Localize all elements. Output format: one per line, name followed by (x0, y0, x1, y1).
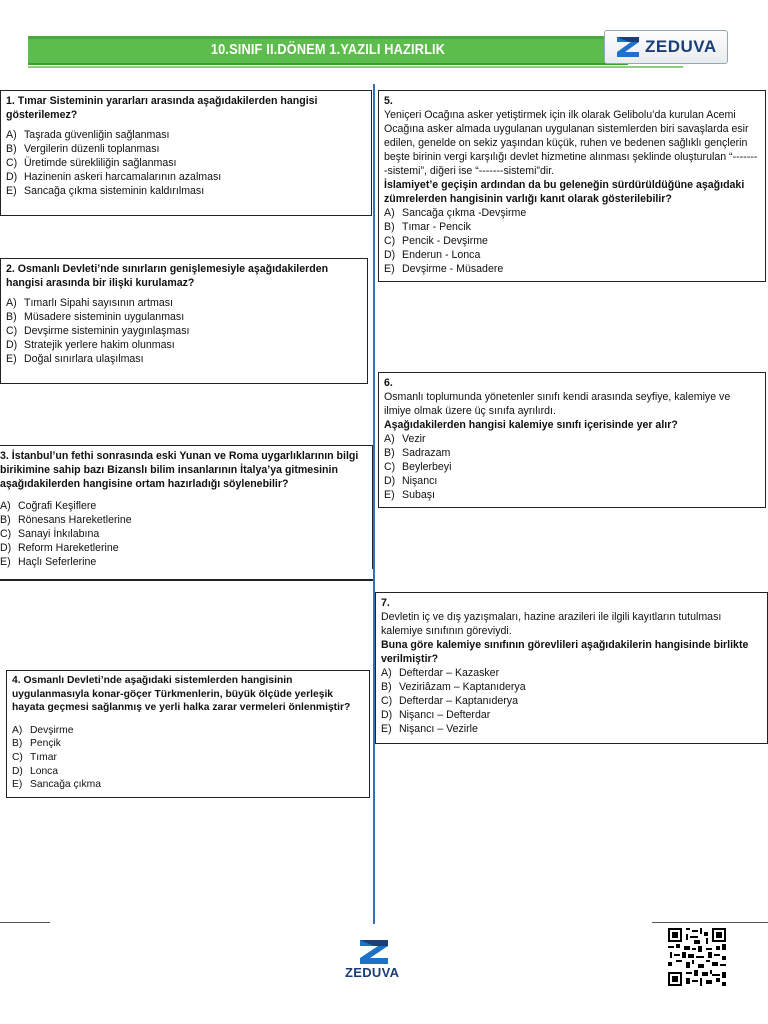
option-d[interactable]: D) Nişancı – Defterdar (381, 709, 491, 721)
option-c[interactable]: C) Tımar (12, 751, 57, 763)
option-e[interactable]: E) Haçlı Seferlerine (0, 556, 97, 568)
option-e[interactable]: E) Sancağa çıkma sisteminin kaldırılması (6, 185, 205, 197)
question-2-number: 2. (6, 263, 15, 275)
option-a[interactable]: A) Vezir (384, 433, 426, 445)
brand-logo-text: ZEDUVA (645, 37, 717, 56)
question-3-text: İstanbul’un fethi sonrasında eski Yunan ve Roma uygarlıklarının bilgi birikimine sahip bazı Bizanslı bilim insanlarının İtalya’ya gitmesinin aşağıdakilerden hangisine ortam hazırladığı söylenebilir? (0, 450, 359, 490)
option-b[interactable]: B) Pençik (12, 738, 61, 750)
option-d[interactable]: D) Nişancı (384, 475, 438, 487)
footer-logo-text: ZEDUVA (345, 965, 400, 980)
question-5-prompt: İslamiyet’e geçişin ardından da bu geleneğin sürdürüldüğüne aşağıdaki zümrelerden hangisinin varlığı kanıt olarak gösterilebilir? (384, 179, 745, 205)
question-7 (375, 592, 768, 744)
question-7-prompt: Buna göre kalemiye sınıfının görevlileri aşağıdakilerin hangisinde birlikte verilmiştir? (381, 639, 749, 665)
question-3-options (0, 499, 367, 569)
question-3 (0, 445, 373, 569)
option-e[interactable]: E) Subaşı (384, 489, 435, 501)
question-7-text: Devletin iç ve dış yazışmaları, hazine arazileri ile ilgili kayıtların tutulması kalemiye sınıfının göreviydi. (381, 611, 722, 637)
brand-logo (604, 30, 728, 64)
question-1-options (6, 128, 366, 198)
option-d[interactable]: D) Lonca (12, 765, 59, 777)
question-6-options (384, 432, 760, 502)
question-7-number: 7. (381, 597, 390, 609)
option-b[interactable]: B) Sadrazam (384, 447, 451, 459)
option-e[interactable]: E) Doğal sınırlara ulaşılması (6, 353, 144, 365)
option-c[interactable]: C) Beylerbeyi (384, 461, 452, 473)
question-1-number: 1. (6, 95, 15, 107)
qr-code-icon[interactable] (666, 928, 728, 986)
question-4-stem (12, 674, 364, 715)
option-c[interactable]: C) Sanayi İnkılabına (0, 528, 100, 540)
question-2-stem (6, 262, 362, 290)
option-b[interactable]: B) Tımar - Pencik (384, 221, 471, 233)
question-4 (6, 670, 370, 798)
option-c[interactable]: C) Defterdar – Kaptanıderya (381, 695, 518, 707)
question-6-prompt: Aşağıdakilerden hangisi kalemiye sınıfı içerisinde yer alır? (384, 419, 678, 431)
question-4-number: 4. (12, 675, 21, 686)
question-4-text: Osmanlı Devleti’nde aşağıdaki sistemlerden hangisinin uygulanmasıyla konar-göçer Türkmenlerin, büyük ölçüde yerleşik hayata geçmesi sağlanmış ve yerli halka zarar vermeleri önlenmiştir? (12, 675, 351, 714)
question-2 (0, 258, 368, 384)
option-b[interactable]: B) Müsadere sisteminin uygulanması (6, 311, 185, 323)
question-6-text: Osmanlı toplumunda yönetenler sınıfı kendi arasında seyfiye, kalemiye ve ilmiye olmak üzere üç sınıfa ayrılırdı. (384, 391, 731, 417)
option-d[interactable]: D) Stratejik yerlere hakim olunması (6, 339, 175, 351)
option-c[interactable]: C) Devşirme sisteminin yaygınlaşması (6, 325, 190, 337)
option-e[interactable]: E) Nişancı – Vezirle (381, 723, 478, 735)
option-d[interactable]: D) Reform Hareketlerine (0, 542, 119, 554)
question-2-options (6, 296, 362, 366)
header-bar (28, 36, 628, 65)
option-e[interactable]: E) Devşirme - Müsadere (384, 263, 504, 275)
question-1-stem (6, 94, 366, 122)
header-underline (28, 66, 683, 68)
question-5-number: 5. (384, 95, 393, 107)
option-b[interactable]: B) Vergilerin düzenli toplanması (6, 143, 160, 155)
question-5-text: Yeniçeri Ocağına asker yetiştirmek için ilk olarak Gelibolu’da kurulan Acemi Ocağına asker almada uygulanan uygulanan sistemlerden biri savaşlarda esir edilen, genelde on sekiz yaşından küçük, ruhen ve bedenen sağlıklı gençlerin beşte birinin vergi karşılığı devlet hizmetine alınması şeklinde oluşturulan “--------sistemi”, diğeri ise “-------sistemi”dir. (384, 109, 758, 177)
question-1-text: Tımar Sisteminin yararları arasında aşağıdakilerden hangisi gösterilemez? (6, 95, 318, 121)
option-c[interactable]: C) Pencik - Devşirme (384, 235, 488, 247)
option-c[interactable]: C) Üretimde sürekliliğin sağlanması (6, 157, 177, 169)
option-b[interactable]: B) Rönesans Hareketlerine (0, 514, 132, 526)
question-4-options (12, 724, 364, 792)
option-a[interactable]: A) Taşrada güvenliğin sağlanması (6, 129, 170, 141)
option-d[interactable]: D) Enderun - Lonca (384, 249, 481, 261)
question-5 (378, 90, 766, 282)
question-6-number: 6. (384, 377, 393, 389)
column-divider (373, 84, 375, 924)
zeduva-logo-icon (615, 36, 641, 58)
question-3-bottom-rule (0, 579, 373, 581)
question-3-number: 3. (0, 450, 9, 462)
question-7-options (381, 666, 762, 736)
footer-rule-left (0, 922, 50, 923)
question-5-options (384, 206, 760, 276)
page-title: 10.SINIF II.DÖNEM 1.YAZILI HAZIRLIK (210, 41, 446, 58)
option-a[interactable]: A) Defterdar – Kazasker (381, 667, 500, 679)
question-2-text: Osmanlı Devleti’nde sınırların genişlemesiyle aşağıdakilerden hangisi arasında bir ilişki kurulamaz? (6, 263, 329, 289)
option-d[interactable]: D) Hazinenin askeri harcamalarının azalması (6, 171, 222, 183)
question-3-stem (0, 449, 367, 491)
option-a[interactable]: A) Devşirme (12, 724, 74, 736)
question-1 (0, 90, 372, 216)
option-a[interactable]: A) Tımarlı Sipahi sayısının artması (6, 297, 173, 309)
option-a[interactable]: A) Sancağa çıkma -Devşirme (384, 207, 527, 219)
option-e[interactable]: E) Sancağa çıkma (12, 779, 101, 791)
option-a[interactable]: A) Coğrafi Keşiflere (0, 500, 97, 512)
question-6 (378, 372, 766, 508)
option-b[interactable]: B) Veziriâzam – Kaptanıderya (381, 681, 526, 693)
footer-rule-right (652, 922, 768, 923)
